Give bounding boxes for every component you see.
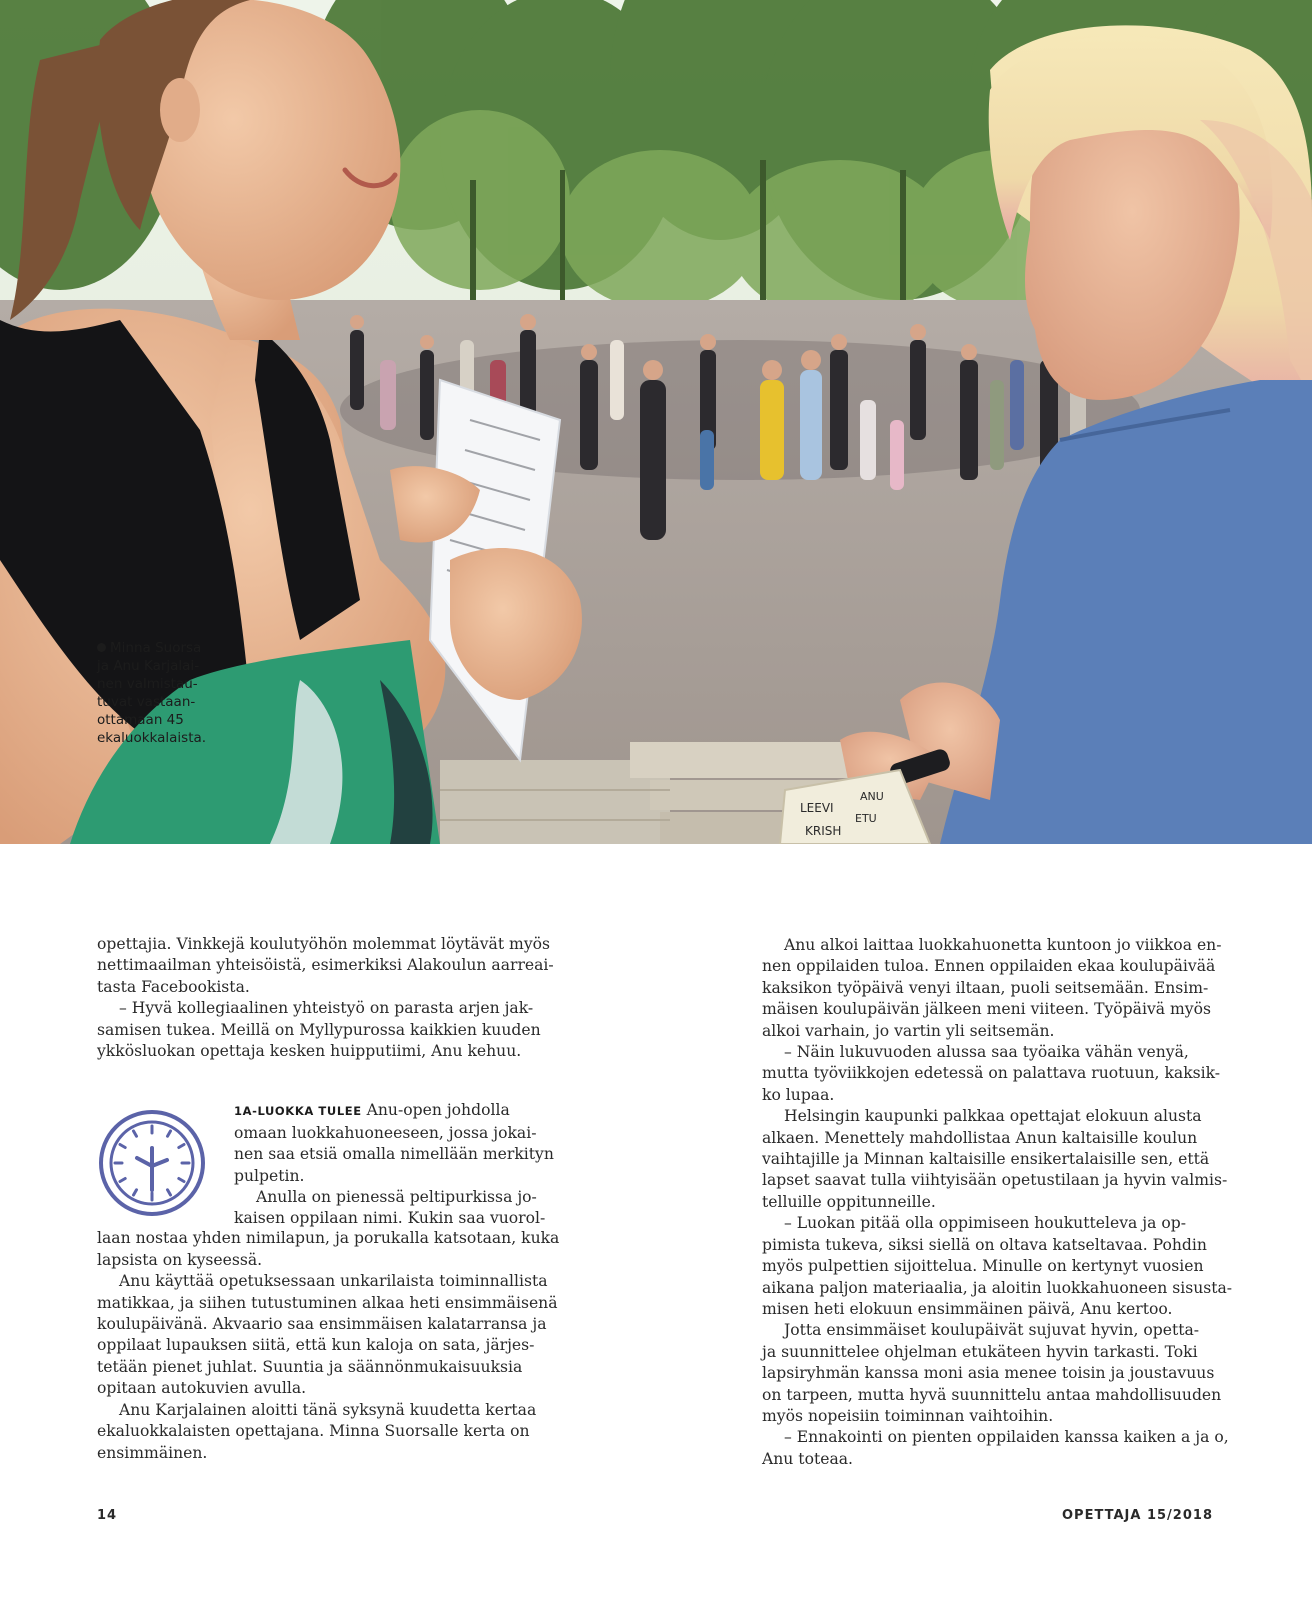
paragraph — [762, 1106, 1228, 1213]
text-line: aikana paljon materiaalia, ja aloitin luokkahuoneen sisusta- — [762, 1278, 1233, 1297]
text-line: vaihtajille ja Minnan kaltaisille ensikertalaisille sen, että — [762, 1150, 1210, 1169]
text-line: pulpetin. — [234, 1166, 305, 1185]
text-line: opettajia. Vinkkejä koulutyöhön molemmat löytävät myös — [97, 935, 551, 953]
clock-icon — [97, 1108, 207, 1218]
text-line: pimista tukeva, siksi siellä on oltava katseltavaa. Pohdin — [762, 1235, 1207, 1254]
text-line: on tarpeen, mutta hyvä suunnittelu antaa mahdollisuuden — [762, 1385, 1222, 1404]
text-line: lapsiryhmän kanssa moni asia menee toisin ja joustavuus — [762, 1364, 1215, 1383]
spacer — [97, 1062, 537, 1098]
text-line: Anu-open johdolla — [361, 1101, 510, 1120]
text-line: – Hyvä kollegiaalinen yhteistyö on parasta arjen jak- — [119, 999, 534, 1018]
section-1a-luokka — [97, 1100, 560, 1260]
text-line: omaan luokkahuoneeseen, jossa jokai- — [234, 1123, 537, 1142]
text-line: nettimaailman yhteisöistä, esimerkiksi Alakoulun aarreai- — [97, 956, 554, 975]
left-column — [97, 934, 560, 1464]
text-line: telluille oppitunneille. — [762, 1192, 936, 1211]
paragraph — [762, 1042, 1221, 1106]
right-column — [762, 935, 1233, 1470]
caption-line: tuvat vastaan- — [97, 694, 196, 710]
text-line: samisen tukea. Meillä on Myllypurossa kaikkien kuuden — [97, 1020, 541, 1039]
sheet-name-krish: KRISH — [805, 824, 842, 838]
text-line: Anu toteaa. — [762, 1449, 854, 1468]
text-line: ekaluokkalaisten opettajana. Minna Suorsalle kerta on — [97, 1422, 530, 1441]
text-line: tasta Facebookista. — [97, 977, 250, 996]
sheet-name-etu: ETU — [855, 812, 877, 825]
text-line: Anulla on pienessä peltipurkissa jo- — [256, 1188, 537, 1207]
photo-caption — [97, 639, 237, 747]
caption-line: nen valmistau- — [97, 676, 198, 692]
text-line: alkaen. Menettely mahdollistaa Anun kaltaisille koulun — [762, 1128, 1198, 1147]
sheet-name-leevi: LEEVI — [800, 801, 834, 815]
caption-line: ottamaan 45 — [97, 712, 184, 728]
text-line: lapset saavat tulla viihtyisään opetustilaan ja hyvin valmis- — [762, 1171, 1228, 1190]
bullet-icon — [97, 643, 106, 652]
paragraph — [97, 1400, 537, 1464]
magazine-issue: OPETTAJA 15/2018 — [1062, 1508, 1213, 1523]
text-line: alkoi varhain, jo vartin yli seitsemän. — [762, 1021, 1055, 1040]
text-line: – Ennakointi on pienten oppilaiden kanssa kaiken a ja o, — [784, 1428, 1229, 1447]
paragraph — [762, 1320, 1222, 1427]
section-text — [234, 1100, 554, 1229]
text-line: mutta työviikkojen edetessä on palattava ruotuun, kaksik- — [762, 1064, 1221, 1083]
text-line: matikkaa, ja siihen tutustuminen alkaa heti ensimmäisenä — [97, 1293, 558, 1312]
text-line: Anu käyttää opetuksessaan unkarilaista toiminnallista — [119, 1272, 548, 1291]
paragraph — [97, 1271, 558, 1399]
text-line: – Näin lukuvuoden alussa saa työaika vähän venyä, — [784, 1043, 1189, 1062]
text-line: lapsista on kyseessä. — [97, 1250, 263, 1269]
paragraph — [97, 998, 541, 1062]
paragraph — [762, 1427, 1229, 1470]
text-line: – Luokan pitää olla oppimiseen houkutteleva ja op- — [784, 1214, 1186, 1233]
text-line: opitaan autokuvien avulla. — [97, 1379, 307, 1398]
section-lead: 1A-LUOKKA TULEE — [234, 1104, 362, 1119]
text-line: ensimmäinen. — [97, 1443, 208, 1462]
text-line: ja suunnittelee ohjelman etukäteen hyvin tarkasti. Toki — [762, 1342, 1198, 1361]
paragraph — [762, 1213, 1233, 1320]
paragraph — [762, 935, 1222, 1042]
sheet-name-anu: ANU — [860, 790, 884, 803]
text-line: tetään pienet juhlat. Suuntia ja säännönmukaisuuksia — [97, 1357, 523, 1376]
text-line: Helsingin kaupunki palkkaa opettajat elokuun alusta — [784, 1107, 1202, 1126]
text-line: myös nopeisiin toiminnan vaihtoihin. — [762, 1406, 1054, 1425]
text-line: koulupäivänä. Akvaario saa ensimmäisen kalatarransa ja — [97, 1315, 547, 1334]
text-line: ko lupaa. — [762, 1085, 835, 1104]
text-line: Jotta ensimmäiset koulupäivät sujuvat hyvin, opetta- — [784, 1321, 1200, 1340]
text-line: mäisen koulupäivän jälkeen meni viiteen. Työpäivä myös — [762, 1000, 1211, 1019]
text-line: Anu Karjalainen aloitti tänä syksynä kuudetta kertaa — [119, 1400, 537, 1419]
text-line: nen saa etsiä omalla nimellään merkityn — [234, 1145, 554, 1164]
paragraph — [97, 934, 554, 998]
page-number: 14 — [97, 1508, 118, 1523]
text-line: oppilaat lupauksen siitä, että kun kaloja on sata, järjes- — [97, 1336, 535, 1355]
text-line: Anu alkoi laittaa luokkahuonetta kuntoon jo viikkoa en- — [784, 936, 1222, 954]
text-line: myös pulpettien sijoittelua. Minulle on kertynyt vuosien — [762, 1257, 1204, 1276]
text-line: laan nostaa yhden nimilapun, ja porukalla katsotaan, kuka — [97, 1229, 560, 1248]
text-line: kaisen oppilaan nimi. Kukin saa vuorol- — [234, 1209, 546, 1228]
caption-line: ekaluokkalaista. — [97, 730, 207, 746]
text-line: kaksikon työpäivä venyi iltaan, puoli seitsemään. Ensim- — [762, 978, 1209, 997]
text-line: misen heti elokuun ensimmäinen päivä, Anu kertoo. — [762, 1299, 1173, 1318]
caption-line: Minna Suorsa — [110, 640, 202, 656]
text-line: ykkösluokan opettaja kesken huipputiimi, Anu kehuu. — [97, 1042, 522, 1061]
text-line: nen oppilaiden tuloa. Ennen oppilaiden ekaa koulupäivää — [762, 957, 1216, 976]
caption-line: ja Anu Karjalai- — [97, 658, 200, 674]
